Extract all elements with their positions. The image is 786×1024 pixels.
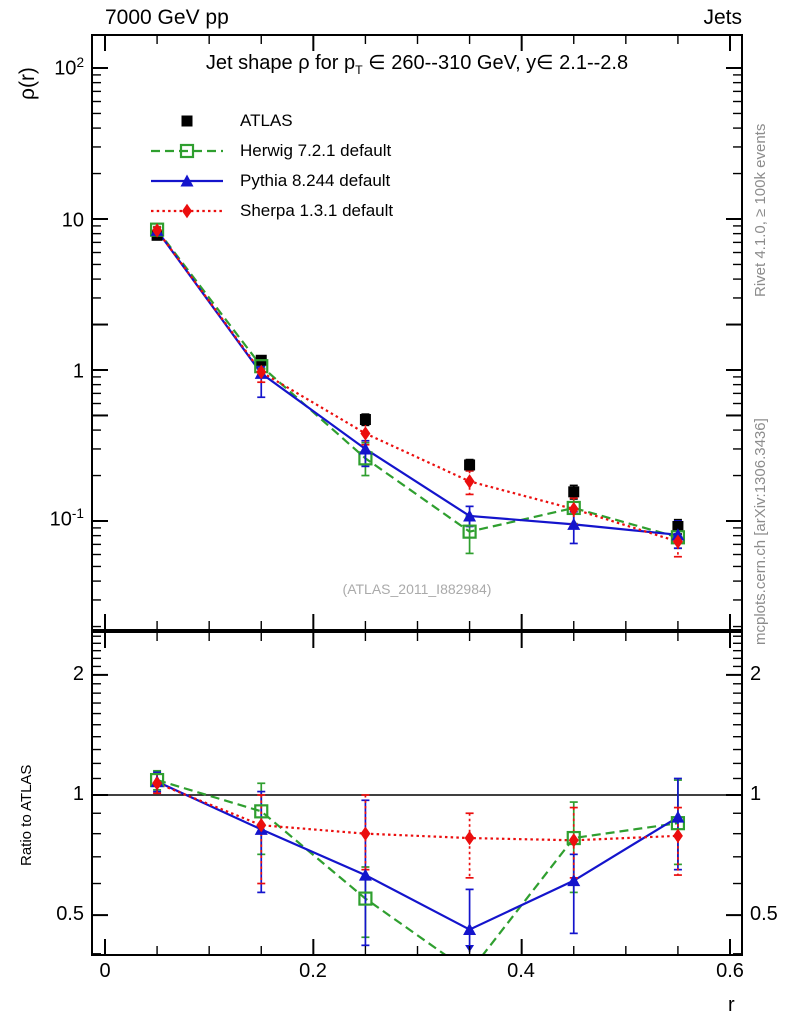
legend-item-sherpa <box>148 196 393 226</box>
main-panel-series <box>151 223 685 556</box>
plot-title-sub: T <box>355 63 363 77</box>
pythia-marker-icon <box>148 170 226 192</box>
plot-title-post: ∈ 260--310 GeV, y∈ 2.1--2.8 <box>362 52 629 74</box>
analysis-id-watermark: (ATLAS_2011_I882984) <box>342 581 492 597</box>
x-axis-label: r <box>728 994 735 1016</box>
mcplots-reference-text: mcplots.cern.ch [arXiv:1306.3436] <box>752 418 769 645</box>
xtick-0p6: 0.6 <box>716 960 744 982</box>
xtick-0p2: 0.2 <box>299 960 327 982</box>
legend-label-herwig: Herwig 7.2.1 default <box>240 141 392 160</box>
ratio-ytick-left-1: 1 <box>72 783 84 805</box>
ratio-panel-series <box>92 771 742 972</box>
ratio-ytick-right-0p5: 0.5 <box>750 903 778 925</box>
legend <box>148 106 393 226</box>
main-ytick-1: 1 <box>72 360 84 383</box>
rivet-version-text: Rivet 4.1.0, ≥ 100k events <box>752 123 769 297</box>
plot-title-pre: Jet shape ρ for p <box>205 52 356 74</box>
herwig-marker-icon <box>148 140 226 162</box>
header-analysis-group: Jets <box>703 6 742 29</box>
y-axis-label: ρ(r) <box>16 67 39 100</box>
atlas-marker-icon <box>148 110 226 132</box>
plot-title <box>92 50 742 77</box>
legend-item-pythia <box>148 166 393 196</box>
sherpa-marker-icon <box>148 200 226 222</box>
main-ytick-0p1: $10^{-1}$ <box>49 506 84 531</box>
ratio-axis-label: Ratio to ATLAS <box>18 764 35 866</box>
legend-label-atlas: ATLAS <box>240 111 293 130</box>
legend-item-herwig <box>148 136 393 166</box>
ratio-ytick-right-1: 1 <box>750 783 762 805</box>
ratio-ytick-right-2: 2 <box>750 663 762 685</box>
header-beam-info: 7000 GeV pp <box>105 6 229 29</box>
main-ytick-10: 10 <box>61 209 84 232</box>
ratio-panel-frame <box>92 632 742 955</box>
legend-item-atlas <box>148 106 393 136</box>
xtick-0: 0 <box>99 960 111 982</box>
legend-label-pythia: Pythia 8.244 default <box>240 171 391 190</box>
legend-label-sherpa: Sherpa 1.3.1 default <box>240 201 394 220</box>
ratio-ytick-left-0p5: 0.5 <box>56 903 84 925</box>
xtick-0p4: 0.4 <box>507 960 535 982</box>
main-ytick-100: $10^2$ <box>54 55 84 80</box>
ratio-ytick-left-2: 2 <box>72 663 84 685</box>
